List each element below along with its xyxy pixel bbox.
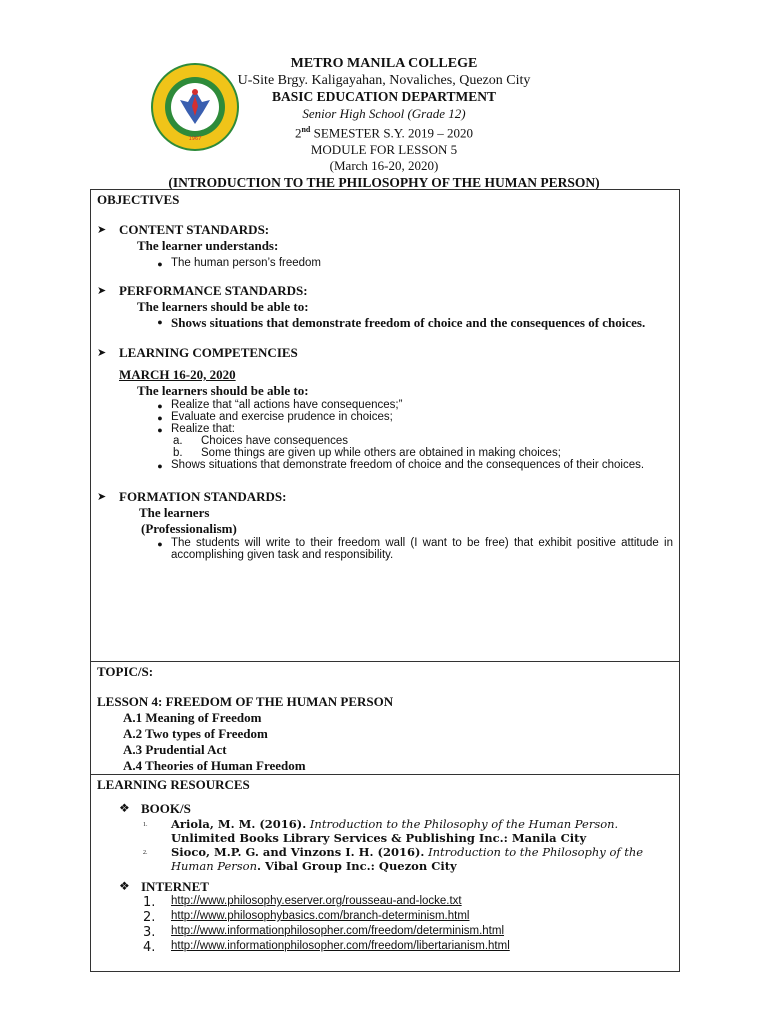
link-item: 4. http://www.informationphilosopher.com/freedom/libertarianism.html [143, 940, 510, 955]
bullet-icon: ● [157, 259, 163, 269]
list-item: ● The human person’s freedom [149, 257, 673, 269]
topics-heading: TOPIC/S: [97, 664, 154, 679]
list-item: ● Realize that “all actions have consequences;” [149, 399, 673, 411]
books-label: ❖ BOOK/S [119, 801, 191, 816]
semester-line: 2nd SEMESTER S.Y. 2019 – 2020 [294, 125, 474, 141]
diamond-bullet-icon: ❖ [119, 801, 130, 815]
resource-link[interactable]: http://www.informationphilosopher.com/freedom/determinism.html [171, 925, 505, 937]
topic-item: A.4 Theories of Human Freedom [123, 758, 306, 773]
topics-cell [91, 662, 680, 775]
topic-item: A.1 Meaning of Freedom [123, 710, 262, 725]
lesson-title: LESSON 4: FREEDOM OF THE HUMAN PERSON [97, 694, 394, 709]
topic-item: A.3 Prudential Act [123, 742, 227, 757]
performance-standards: ➤ PERFORMANCE STANDARDS: [97, 283, 308, 298]
bullet-icon: ● [157, 317, 163, 327]
school-level: Senior High School (Grade 12) [302, 105, 466, 121]
resource-link[interactable]: http://www.philosophybasics.com/branch-determinism.html [171, 910, 470, 922]
college-address: U-Site Brgy. Kaligayahan, Novaliches, Quezon City [237, 72, 531, 88]
book-reference: 1. Ariola, M. M. (2016). Introduction to the Philosophy of the Human Person. Unlimited Books Library Services & Publishing Inc.: Manila City [143, 817, 619, 845]
bullet-icon: ● [157, 425, 163, 435]
book-reference: 2. Sioco, M.P. G. and Vinzons I. H. (2016). Introduction to the Philosophy of the Human Person. Vibal Group Inc.: Quezon City [143, 845, 644, 873]
module-table [90, 189, 680, 972]
bullet-icon: ● [157, 401, 163, 411]
list-item: ● Shows situations that demonstrate freedom of choice and the consequences of their choices. [149, 459, 673, 471]
content-intro: The learner understands: [137, 238, 279, 253]
link-item: 3. http://www.informationphilosopher.com/freedom/determinism.html [143, 925, 505, 940]
svg-text:1967: 1967 [188, 136, 202, 142]
formation-intro: The learners [139, 505, 210, 520]
college-name: METRO MANILA COLLEGE [290, 56, 478, 71]
resource-link[interactable]: http://www.informationphilosopher.com/freedom/libertarianism.html [171, 940, 510, 952]
sub-list-item: b. Some things are given up while others are obtained in making choices; [173, 447, 561, 459]
bullet-icon: ● [157, 413, 163, 423]
document-header [0, 56, 768, 191]
arrow-bullet-icon: ➤ [97, 347, 107, 359]
link-item: 2. http://www.philosophybasics.com/branch-determinism.html [143, 910, 470, 925]
arrow-bullet-icon: ➤ [97, 491, 107, 503]
internet-label: ❖ INTERNET [119, 879, 209, 894]
performance-intro: The learners should be able to: [137, 299, 309, 314]
content-standards: ➤ CONTENT STANDARDS: [97, 222, 270, 237]
resources-heading: LEARNING RESOURCES [97, 777, 250, 792]
arrow-bullet-icon: ➤ [97, 285, 107, 297]
diamond-bullet-icon: ❖ [119, 879, 130, 893]
link-item: 1. http://www.philosophy.eserver.org/rousseau-and-locke.txt [143, 895, 462, 910]
formation-standards: ➤ FORMATION STANDARDS: [97, 489, 287, 504]
resource-link[interactable]: http://www.philosophy.eserver.org/rousseau-and-locke.txt [171, 895, 462, 907]
list-item: ● The students will write to their freedom wall (I want to be free) that exhibit positive attitude in accomplishing given task and responsibility. [149, 537, 673, 561]
list-item: ● Shows situations that demonstrate freedom of choice and the consequences of choices. [149, 315, 673, 331]
module-dates: (March 16-20, 2020) [329, 158, 439, 174]
module-label: MODULE FOR LESSON 5 [310, 141, 458, 157]
sub-list-item: a. Choices have consequences [173, 435, 349, 447]
department: BASIC EDUCATION DEPARTMENT [271, 89, 497, 104]
learning-competencies: ➤ LEARNING COMPETENCIES [97, 345, 298, 360]
resources-cell [91, 775, 680, 972]
objectives-heading: OBJECTIVES [97, 192, 180, 207]
competency-intro: The learners should be able to: [137, 383, 309, 398]
topic-item: A.2 Two types of Freedom [123, 726, 268, 741]
formation-sub-intro: (Professionalism) [141, 521, 237, 536]
arrow-bullet-icon: ➤ [97, 224, 107, 236]
module-title: (INTRODUCTION TO THE PHILOSOPHY OF THE HUMAN PERSON) [168, 174, 600, 190]
competency-date: MARCH 16-20, 2020 [119, 367, 236, 382]
list-item: ● Evaluate and exercise prudence in choices; [149, 411, 673, 423]
bullet-icon: ● [157, 461, 163, 471]
list-item: ● Realize that: [149, 423, 673, 435]
objectives-cell [91, 190, 680, 662]
bullet-icon: ● [157, 539, 163, 549]
